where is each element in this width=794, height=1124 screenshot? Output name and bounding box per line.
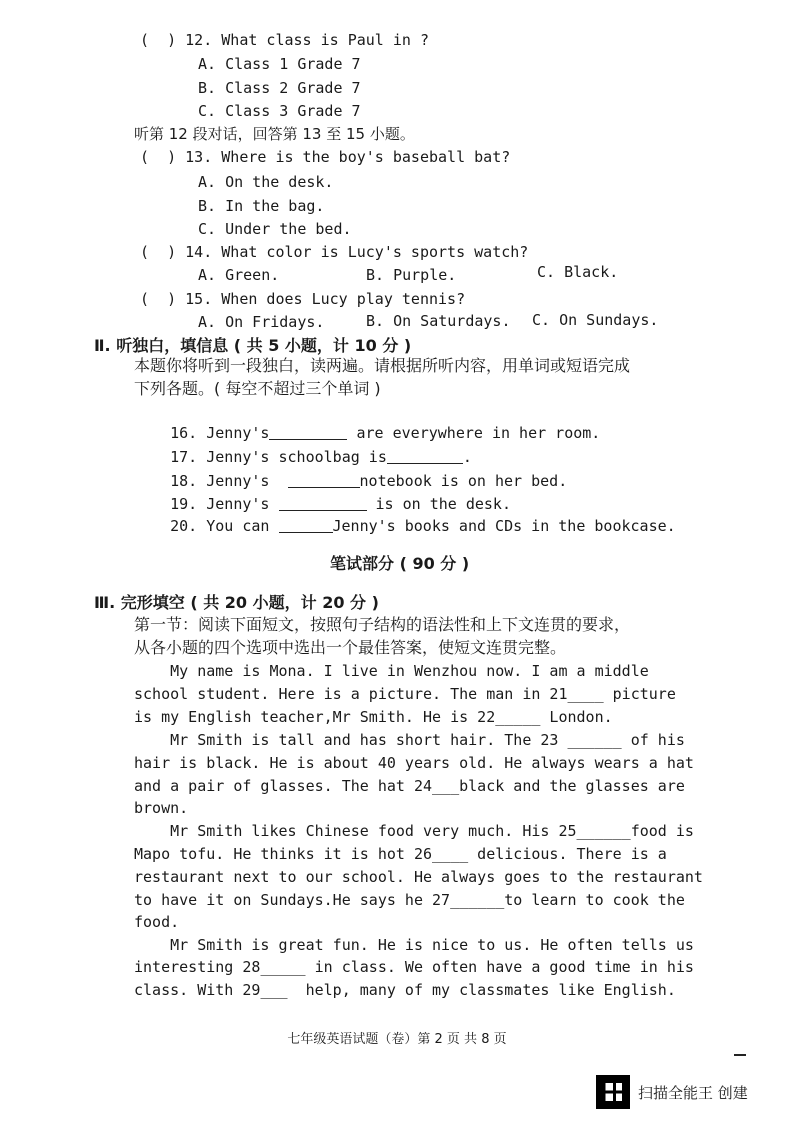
cloze-blank-23[interactable]: ______ — [567, 731, 622, 749]
passage-line — [134, 957, 694, 977]
fill-item-19-suffix: is on the desk. — [375, 495, 511, 513]
passage-text: London. — [540, 708, 613, 726]
passage-text: to have it on Sundays.He says he 27 — [134, 891, 451, 909]
scanner-watermark — [596, 1075, 748, 1109]
passage-text: Mr Smith is great fun. He is nice to us. He often tells us — [134, 936, 694, 954]
section-3-instructions-2: 从各小题的四个选项中选出一个最佳答案，使短文连贯完整。 — [134, 638, 567, 657]
section-3-title: Ⅲ. 完形填空 ( 共 20 小题，计 20 分 ) — [94, 593, 379, 612]
question-14-option-c: C. Black. — [537, 263, 619, 281]
fill-item-20-suffix: Jenny's books and CDs in the bookcase. — [332, 517, 676, 535]
passage-line — [134, 844, 667, 864]
fill-item-20 — [134, 496, 676, 556]
passage-text: hair is black. He is about 40 years old. He always wears a hat — [134, 754, 694, 772]
passage-text: interesting 28 — [134, 958, 261, 976]
passage-line — [134, 821, 694, 841]
question-14-stem: ( ) 14. What color is Lucy's sports watch? — [140, 243, 529, 261]
passage-text: class. With 29 — [134, 981, 261, 999]
passage-line — [134, 776, 685, 796]
fill-item-18-suffix: notebook is on her bed. — [359, 472, 568, 490]
question-13-stem: ( ) 13. Where is the boy's baseball bat? — [140, 148, 511, 166]
passage-line — [134, 798, 188, 818]
cloze-blank-25[interactable]: ______ — [576, 822, 631, 840]
passage-text: food is — [630, 822, 694, 840]
question-15-option-c: C. On Sundays. — [532, 311, 659, 329]
question-15-stem: ( ) 15. When does Lucy play tennis? — [140, 290, 466, 308]
passage-text: and a pair of glasses. The hat 24 — [134, 777, 433, 795]
passage-line — [134, 935, 694, 955]
passage-text: Mr Smith likes Chinese food very much. His 25 — [134, 822, 577, 840]
question-12-option-a: A. Class 1 Grade 7 — [198, 55, 361, 73]
question-14-option-b: B. Purple. — [366, 266, 457, 284]
cloze-blank-21[interactable]: ____ — [567, 685, 604, 703]
cloze-blank-24[interactable]: ___ — [432, 777, 460, 795]
passage-text: delicious. There is a — [468, 845, 667, 863]
passage-line — [134, 912, 179, 932]
question-13-option-b: B. In the bag. — [198, 197, 325, 215]
question-12-option-c: C. Class 3 Grade 7 — [198, 102, 361, 120]
cloze-blank-22[interactable]: _____ — [495, 708, 541, 726]
question-14-option-a: A. Green. — [198, 266, 280, 284]
passage-line — [134, 753, 694, 773]
passage-text: in class. We often have a good time in his — [305, 958, 694, 976]
passage-line — [134, 867, 703, 887]
passage-text: help, many of my classmates like English. — [287, 981, 676, 999]
qr-code-icon — [596, 1075, 630, 1109]
passage-line — [134, 980, 676, 1000]
fill-blank-20[interactable] — [279, 517, 333, 533]
passage-text: is my English teacher,Mr Smith. He is 22 — [134, 708, 496, 726]
fill-item-20-prefix: 20. You can — [170, 517, 270, 535]
written-part-header: 笔试部分 ( 90 分 ) — [330, 554, 470, 573]
section-2-instructions-1: 本题你将听到一段独白，读两遍。请根据所听内容，用单词或短语完成 — [134, 356, 631, 375]
passage-line — [134, 661, 649, 681]
passage-line — [134, 684, 676, 704]
fill-item-19-prefix: 19. Jenny's — [170, 495, 270, 513]
section-2-instructions-2: 下列各题。( 每空不超过三个单词 ) — [134, 379, 381, 398]
passage-line — [134, 707, 613, 727]
passage-text: picture — [603, 685, 676, 703]
cloze-blank-27[interactable]: ______ — [450, 891, 505, 909]
fill-item-18-prefix: 18. Jenny's — [170, 472, 270, 490]
fill-item-17-suffix: . — [462, 448, 472, 466]
question-13-option-a: A. On the desk. — [198, 173, 334, 191]
question-12-option-b: B. Class 2 Grade 7 — [198, 79, 361, 97]
fill-item-16-prefix: 16. Jenny's — [170, 424, 270, 442]
fill-item-17-prefix: 17. Jenny's schoolbag is — [170, 448, 387, 466]
footer-rule — [734, 1054, 746, 1056]
passage-text: My name is Mona. I live in Wenzhou now. I am a middle — [134, 662, 649, 680]
question-13-option-c: C. Under the bed. — [198, 220, 352, 238]
passage-text: brown. — [134, 799, 189, 817]
passage-line — [134, 730, 685, 750]
fill-item-16-suffix: are everywhere in her room. — [356, 424, 601, 442]
passage-text: of his — [621, 731, 685, 749]
page-footer: 七年级英语试题（卷）第 2 页 共 8 页 — [287, 1032, 507, 1047]
cloze-blank-28[interactable]: _____ — [260, 958, 306, 976]
passage-text: school student. Here is a picture. The man in 21 — [134, 685, 568, 703]
cloze-blank-29[interactable]: ___ — [260, 981, 288, 999]
passage-text: to learn to cook the — [504, 891, 685, 909]
passage-text: Mapo tofu. He thinks it is hot 26 — [134, 845, 433, 863]
passage-text: black and the glasses are — [459, 777, 685, 795]
question-15-option-a: A. On Fridays. — [198, 313, 325, 331]
passage-text: restaurant next to our school. He always goes to the restaurant — [134, 868, 703, 886]
passage-text: food. — [134, 913, 180, 931]
dialog-12-intro: 听第 12 段对话，回答第 13 至 15 小题。 — [134, 125, 415, 143]
question-15-option-b: B. On Saturdays. — [366, 312, 511, 330]
question-12-stem: ( ) 12. What class is Paul in ? — [140, 31, 429, 49]
section-3-instructions-1: 第一节：阅读下面短文，按照句子结构的语法性和上下文连贯的要求， — [134, 615, 631, 634]
passage-line — [134, 890, 685, 910]
scanner-label: 扫描全能王 创建 — [638, 1083, 748, 1102]
section-2-title: Ⅱ. 听独白，填信息 ( 共 5 小题，计 10 分 ) — [94, 336, 412, 355]
cloze-blank-26[interactable]: ____ — [432, 845, 469, 863]
passage-text: Mr Smith is tall and has short hair. The 23 — [134, 731, 568, 749]
